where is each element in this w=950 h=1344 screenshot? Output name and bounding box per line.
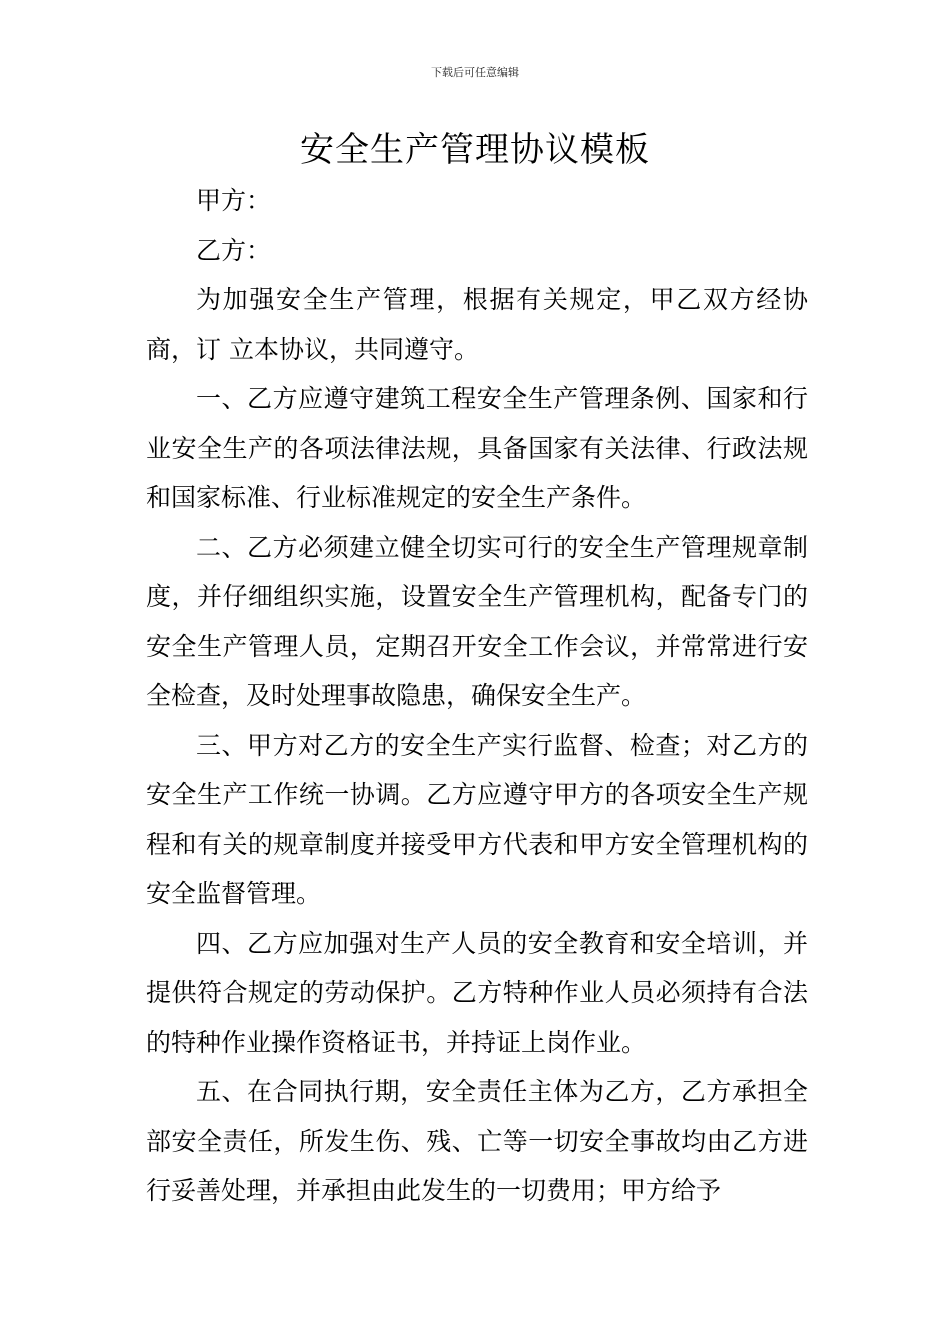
party-b-line: 乙方： (196, 235, 272, 265)
clause-4-paragraph: 四、乙方应加强对生产人员的安全教育和安全培训，并提供符合规定的劳动保护。乙方特种作业人员必须持有合法的特种作业操作资格证书，并持证上岗作业。 (146, 928, 808, 1057)
clause-3-paragraph: 三、甲方对乙方的安全生产实行监督、检查；对乙方的安全生产工作统一协调。乙方应遵守甲方的各项安全生产规程和有关的规章制度并接受甲方代表和甲方安全管理机构的安全监督管理。 (146, 730, 808, 908)
clause-5-paragraph: 五、在合同执行期，安全责任主体为乙方，乙方承担全部安全责任，所发生伤、残、亡等一切安全事故均由乙方进行妥善处理，并承担由此发生的一切费用；甲方给予 (146, 1077, 808, 1205)
preamble-paragraph: 为加强安全生产管理，根据有关规定，甲乙双方经协商，订 立本协议，共同遵守。 (146, 285, 808, 364)
header-note: 下载后可任意编辑 (431, 66, 519, 79)
party-a-line: 甲方： (196, 186, 272, 215)
clause-2-paragraph: 二、乙方必须建立健全切实可行的安全生产管理规章制度，并仔细组织实施，设置安全生产管理机构，配备专门的安全生产管理人员，定期召开安全工作会议，并常常进行安全检查，及时处理事故隐患，确保安全生产。 (146, 532, 808, 710)
document-body (146, 176, 808, 1216)
document-title: 安全生产管理协议模板 (300, 130, 650, 170)
clause-1-paragraph: 一、乙方应遵守建筑工程安全生产管理条例、国家和行业安全生产的各项法律法规，具备国家有关法律、行政法规和国家标准、行业标准规定的安全生产条件。 (146, 384, 808, 512)
